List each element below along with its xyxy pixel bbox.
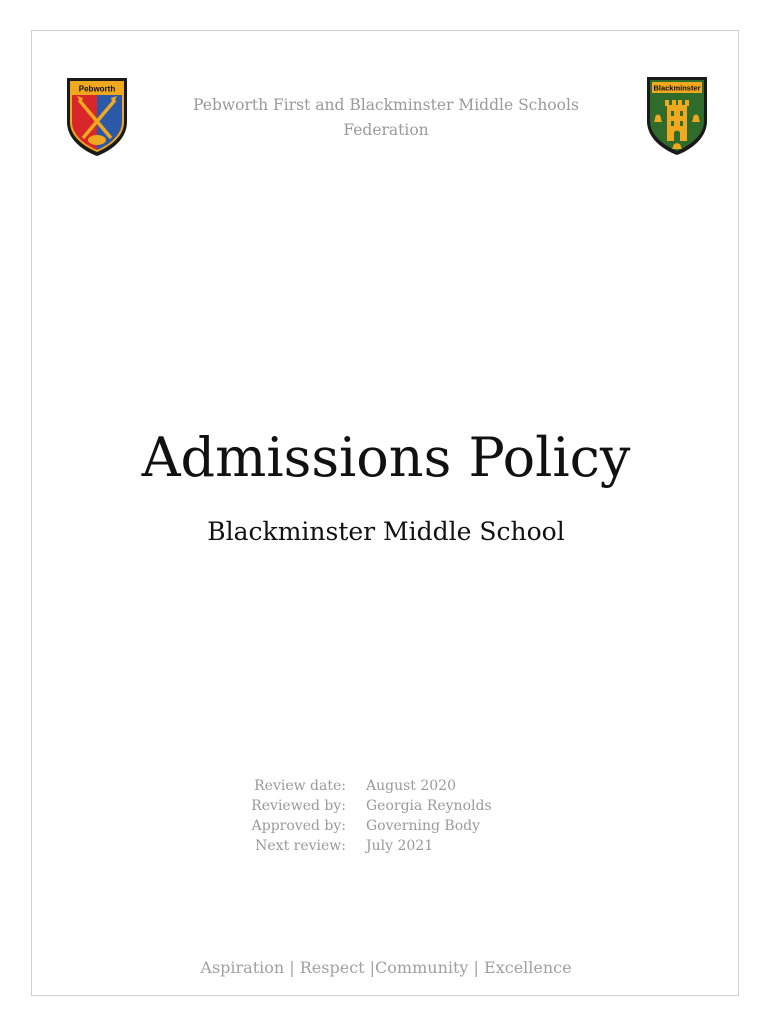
review-date-label: Review date: xyxy=(254,778,346,794)
federation-header xyxy=(132,93,640,143)
federation-line-1: Pebworth First and Blackminster Middle Schools xyxy=(193,96,579,114)
pebworth-shield-icon xyxy=(65,76,129,158)
review-date-row xyxy=(242,776,492,796)
document-subtitle: Blackminster Middle School xyxy=(207,517,565,546)
next-review-value: July 2021 xyxy=(366,838,434,854)
reviewed-by-label: Reviewed by: xyxy=(251,798,346,814)
next-review-row xyxy=(242,836,492,856)
next-review-label: Next review: xyxy=(255,838,346,854)
review-date-value: August 2020 xyxy=(366,778,456,794)
approved-by-value: Governing Body xyxy=(366,818,481,834)
review-info xyxy=(242,776,492,856)
federation-line-2: Federation xyxy=(343,121,429,139)
school-motto: Aspiration | Respect |Community | Excellence xyxy=(200,958,572,977)
pebworth-crest-logo xyxy=(65,76,129,158)
reviewed-by-row xyxy=(242,796,492,816)
document-page xyxy=(31,30,739,996)
reviewed-by-value: Georgia Reynolds xyxy=(366,798,492,814)
approved-by-label: Approved by: xyxy=(251,818,346,834)
blackminster-shield-icon xyxy=(645,75,709,157)
blackminster-crest-logo xyxy=(645,75,709,157)
approved-by-row xyxy=(242,816,492,836)
svg-text:Blackminster: Blackminster xyxy=(653,83,701,93)
document-title: Admissions Policy xyxy=(141,426,631,489)
svg-text:Pebworth: Pebworth xyxy=(78,84,116,94)
